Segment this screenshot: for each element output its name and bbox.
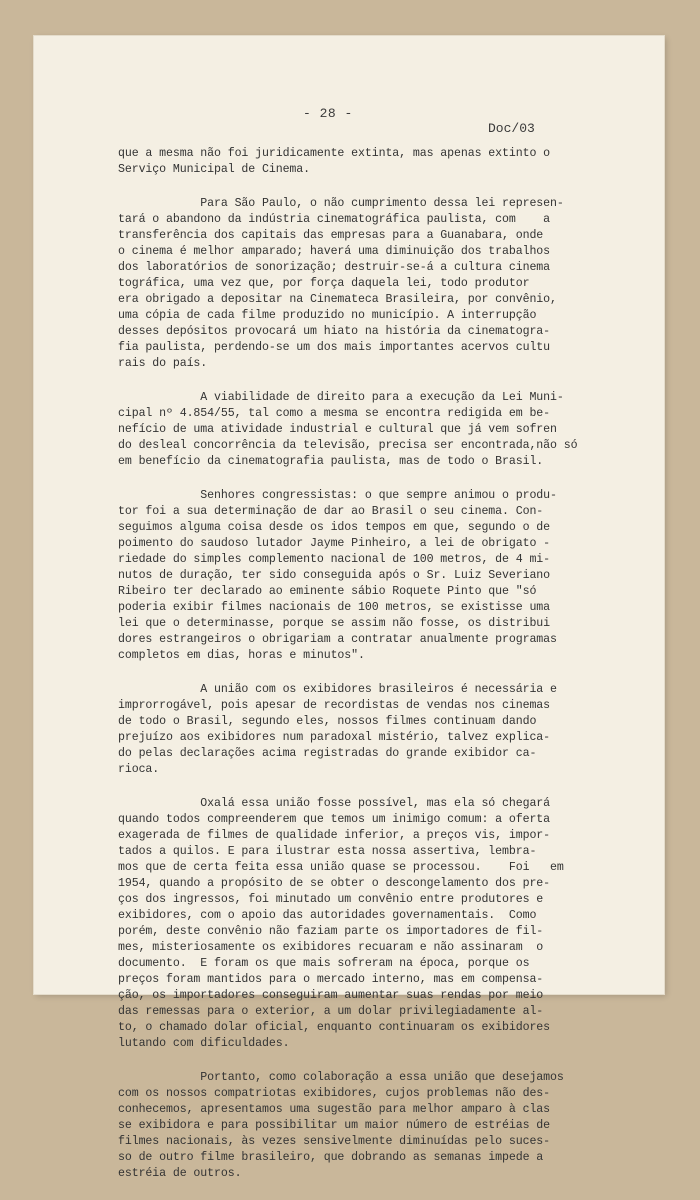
text-line: documento. E foram os que mais sofreram na época, porque os — [118, 957, 530, 970]
text-line: Portanto, como colaboração a essa união que desejamos — [118, 1071, 564, 1084]
text-line: desses depósitos provocará um hiato na história da cinematogra- — [118, 325, 551, 338]
text-line: fia paulista, perdendo-se um dos mais importantes acervos cultu — [118, 341, 551, 354]
text-line: to, o chamado dolar oficial, enquanto continuaram os exibidores — [118, 1021, 551, 1034]
text-line: poimento do saudoso lutador Jayme Pinheiro, a lei de obrigato - — [118, 537, 551, 550]
document-reference: Doc/03 — [488, 121, 535, 136]
text-line: lutando com dificuldades. — [118, 1037, 290, 1050]
text-line: riedade do simples complemento nacional de 100 metros, de 4 mi- — [118, 553, 551, 566]
text-line: prejuízo aos exibidores num paradoxal mistério, talvez explica- — [118, 731, 551, 744]
text-line: Ribeiro ter declarado ao eminente sábio Roquete Pinto que "só — [118, 585, 537, 598]
text-line: se exibidora e para possibilitar um maior número de estréias de — [118, 1119, 551, 1132]
text-line: o cinema é melhor amparado; haverá uma diminuição dos trabalhos — [118, 245, 551, 258]
text-line: rioca. — [118, 763, 160, 776]
text-line: nutos de duração, ter sido conseguida após o Sr. Luiz Severiano — [118, 569, 551, 582]
text-line: A união com os exibidores brasileiros é necessária e — [118, 683, 557, 696]
text-line: A viabilidade de direito para a execução da Lei Muni- — [118, 391, 564, 404]
text-line: tográfica, uma vez que, por força daquela lei, todo produtor — [118, 277, 530, 290]
text-line: ção, os importadores conseguiram aumentar suas rendas por meio — [118, 989, 544, 1002]
text-line: exibidores, com o apoio das autoridades governamentais. Como — [118, 909, 537, 922]
paragraph — [118, 682, 588, 778]
text-line: tados a quilos. E para ilustrar esta nossa assertiva, lembra- — [118, 845, 537, 858]
text-line: preços foram mantidos para o mercado interno, mas em compensa- — [118, 973, 544, 986]
text-line: em benefício da cinematografia paulista, mas de todo o Brasil. — [118, 455, 544, 468]
text-line: completos em dias, horas e minutos". — [118, 649, 365, 662]
text-line: dores estrangeiros o obrigariam a contratar anualmente programas — [118, 633, 557, 646]
text-line: rais do país. — [118, 357, 208, 370]
text-line: de todo o Brasil, segundo eles, nossos filmes continuam dando — [118, 715, 537, 728]
text-line: exagerada de filmes de qualidade inferior, a preços vis, impor- — [118, 829, 551, 842]
text-line: ços dos ingressos, foi minutado um convênio entre produtores e — [118, 893, 544, 906]
page-number: - 28 - — [303, 106, 353, 121]
text-line: tará o abandono da indústria cinematográfica paulista, com a — [118, 213, 551, 226]
paragraph — [118, 146, 588, 178]
text-line: porém, deste convênio não faziam parte os importadores de fil- — [118, 925, 544, 938]
text-line: do pelas declarações acima registradas do grande exibidor ca- — [118, 747, 537, 760]
paragraph — [118, 1070, 588, 1182]
text-line: que a mesma não foi juridicamente extinta, mas apenas extinto o — [118, 147, 551, 160]
text-line: quando todos compreenderem que temos um inimigo comum: a oferta — [118, 813, 551, 826]
text-line: lei que o determinasse, porque se assim não fosse, os distribui — [118, 617, 551, 630]
text-line: com os nossos compatriotas exibidores, cujos problemas não des- — [118, 1087, 551, 1100]
text-line: cipal nº 4.854/55, tal como a mesma se encontra redigida em be- — [118, 407, 551, 420]
text-line: mes, misteriosamente os exibidores recuaram e não assinaram o — [118, 941, 544, 954]
text-line: conhecemos, apresentamos uma sugestão para melhor amparo à clas — [118, 1103, 551, 1116]
text-line: poderia exibir filmes nacionais de 100 metros, se existisse uma — [118, 601, 551, 614]
text-line: do desleal concorrência da televisão, precisa ser encontrada,não só — [118, 439, 578, 452]
text-line: Para São Paulo, o não cumprimento dessa lei represen- — [118, 197, 564, 210]
paragraph — [118, 390, 588, 470]
text-line: so de outro filme brasileiro, que dobrando as semanas impede a — [118, 1151, 544, 1164]
text-line: dos laboratórios de sonorização; destruir-se-á a cultura cinema — [118, 261, 551, 274]
text-line: tor foi a sua determinação de dar ao Brasil o seu cinema. Con- — [118, 505, 544, 518]
paragraph — [118, 488, 588, 664]
paragraph — [118, 796, 588, 1052]
text-line: das remessas para o exterior, a um dolar privilegiadamente al- — [118, 1005, 544, 1018]
text-line: 1954, quando a propósito de se obter o descongelamento dos pre- — [118, 877, 551, 890]
text-line: Serviço Municipal de Cinema. — [118, 163, 311, 176]
text-line: era obrigado a depositar na Cinemateca Brasileira, por convênio, — [118, 293, 557, 306]
text-line: uma cópia de cada filme produzido no município. A interrupção — [118, 309, 537, 322]
text-line: filmes nacionais, às vezes sensivelmente diminuídas pelo suces- — [118, 1135, 551, 1148]
text-line: Oxalá essa união fosse possível, mas ela só chegará — [118, 797, 551, 810]
text-line: nefício de uma atividade industrial e cultural que já vem sofren — [118, 423, 557, 436]
text-line: mos que de certa feita essa união quase se processou. Foi em — [118, 861, 564, 874]
text-line: improrrogável, pois apesar de recordistas de vendas nos cinemas — [118, 699, 551, 712]
text-line: estréia de outros. — [118, 1167, 242, 1180]
text-line: seguimos alguma coisa desde os idos tempos em que, segundo o de — [118, 521, 551, 534]
text-line: Senhores congressistas: o que sempre animou o produ- — [118, 489, 557, 502]
document-body — [118, 146, 588, 1200]
paragraph — [118, 196, 588, 372]
text-line: transferência dos capitais das empresas para a Guanabara, onde — [118, 229, 544, 242]
